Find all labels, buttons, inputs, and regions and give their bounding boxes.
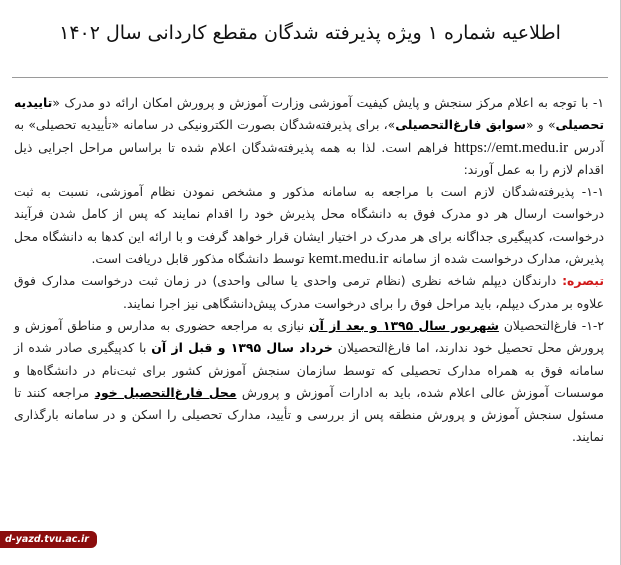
- paragraph-1-2-underline-graduation-place: محل فارغ‌التحصیل خود: [94, 384, 237, 400]
- title-divider: [12, 77, 608, 78]
- paragraph-1-2-bold-date-before: خرداد سال ۱۳۹۵ و قبل از آن: [151, 340, 333, 356]
- paragraph-1: [14, 92, 604, 181]
- announcement-body: [14, 92, 604, 449]
- site-watermark-badge[interactable]: d-yazd.tvu.ac.ir: [0, 531, 97, 548]
- paragraph-1-text-b: » و «: [525, 117, 556, 133]
- paragraph-1-1-text-a: ۱-۱- پذیرفته‌شدگان لازم است با مراجعه به سامانه مذکور و مشخص نمودن نظام آموزشی، نسبت به ثبت درخواست ارسال هر دو مدرک فوق به دانشگاه محل پذیرش خود را اقدام نمایند که پس از کامل شدن فرآیند درخواست، کدپیگیری جداگانه برای هر مدرک در اختیار ایشان قرار خواهد گرفت و با ارائه این کدها به دانشگاه محل پذیرش، مدارک درخواست شده از سامانه: [14, 184, 604, 267]
- paragraph-1-text-a: ۱- با توجه به اعلام مرکز سنجش و پایش کیفیت آموزشی وزارت آموزش و پرورش امکان ارائه دو مدرک «: [52, 95, 604, 110]
- paragraph-1-2: [14, 315, 604, 449]
- kemt-url-link[interactable]: kemt.medu.ir: [308, 251, 389, 268]
- paragraph-1-2-text-c: با کدپیگیری صادر شده از سامانه فوق به همراه مدارک تحصیلی که توسط سازمان سنجش آموزش کشور برای ثبت‌نام در دانشگاه‌ها و موسسات آموزش عالی اعلام شده، باید به ادارات آموزش و پرورش: [14, 340, 604, 400]
- paragraph-1-2-underline-date-after: شهریور سال ۱۳۹۵ و بعد از آن: [309, 317, 499, 333]
- paragraph-1-2-text-d: مراجعه کنند تا مسئول سنجش آموزش و پرورش منطقه پس از بررسی و تأیید، مدارک تحصیلی را اسکن و در سامانه بارگذاری نمایند.: [14, 384, 604, 445]
- page-title: اطلاعیه شماره ۱ ویژه پذیرفته شدگان مقطع کاردانی سال ۱۴۰۲: [59, 22, 561, 44]
- paragraph-1-text-c: »، برای پذیرفته‌شدگان بصورت الکترونیکی در سامانه «تأییدیه تحصیلی» به آدرس: [14, 117, 605, 155]
- paragraph-1-text-d: فراهم است. لذا به همه پذیرفته‌شدگان اعلام شده تا براساس مراحل اجرایی ذیل اقدام لازم را به عمل آورند:: [14, 139, 604, 177]
- paragraph-1-bold-graduation-record: سوابق فارغ‌التحصیلی: [395, 117, 526, 133]
- paragraph-1-2-text-b: نیازی به مراجعه حضوری به مدارس و مناطق آموزش و پرورش محل تحصیل خود ندارند، اما فارغ‌التحصیلان: [14, 317, 604, 356]
- paragraph-1-2-text-a: ۱-۲- فارغ‌التحصیلان: [498, 317, 605, 333]
- paragraph-1-1: [14, 181, 604, 270]
- paragraph-1-1-text-b: توسط دانشگاه مذکور قابل دریافت است.: [91, 251, 309, 267]
- note-text: دارندگان دیپلم شاخه نظری (نظام ترمی واحدی یا سالی واحدی) در زمان ثبت درخواست مدارک فوق علاوه بر مدرک دیپلم، باید مراحل فوق را برای درخواست مدرک پیش‌دانشگاهی نیز اجرا نمایند.: [14, 273, 604, 311]
- emt-url-link[interactable]: https://emt.medu.ir: [453, 139, 569, 156]
- note-label: تبصره:: [562, 273, 604, 289]
- note-paragraph: [14, 270, 604, 315]
- paragraph-1-bold-certificate: تاییدیه تحصیلی: [14, 95, 604, 133]
